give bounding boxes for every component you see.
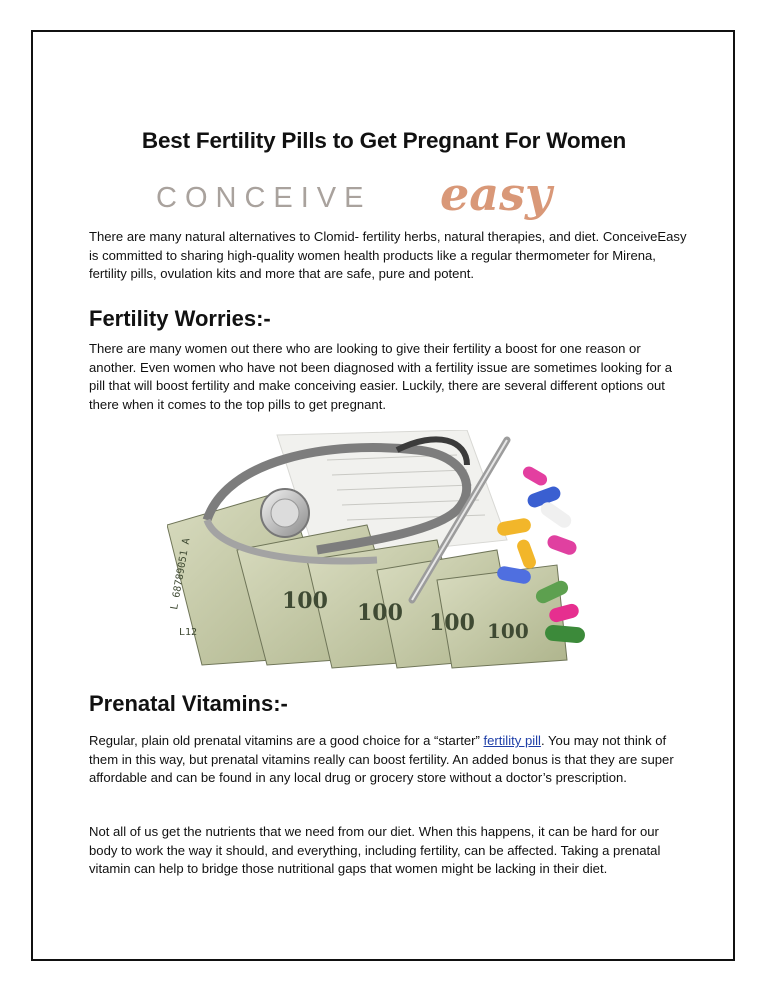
stethoscope-money-pills-photo: [167, 430, 600, 670]
heading-prenatal-vitamins: Prenatal Vitamins:-: [89, 691, 288, 716]
fertility-worries-paragraph: There are many women out there who are looking to give their fertility a boost for one reason or another. Even women who have not been diagnosed with a fertility issue are sometimes looking for a pill that will boost fertility and make conceiving easier. Luckily, there are several different options out there when it comes to the top pills to get pregnant.: [89, 341, 673, 412]
banknote-value-4: 100: [487, 619, 529, 643]
banknote-code: L12: [179, 627, 198, 638]
heading-fertility-worries: Fertility Worries:-: [89, 306, 271, 331]
intro-paragraph: There are many natural alternatives to Clomid- fertility herbs, natural therapies, and diet. ConceiveEasy is committed to sharing high-quality women health products like a regular thermometer for Mirena, fertility pills, ovulation kits and more that are safe, pure and potent.: [89, 229, 687, 281]
conceive-easy-logo: [148, 168, 598, 230]
logo-word-conceive: CONCEIVE: [156, 182, 372, 214]
prenatal-text-start: Regular, plain old prenatal vitamins are a good choice for a “starter”: [89, 733, 484, 748]
logo-word-easy: easy: [440, 168, 552, 221]
banknote-value-2: 100: [357, 600, 403, 626]
prenatal-vitamins-paragraph-2: Not all of us get the nutrients that we need from our diet. When this happens, it can be hard for our body to work the way it should, and everything, including fertility, can be affected. Taking a prenatal vitamin can help to bridge those nutritional gaps that women might be lacking in their diet.: [89, 824, 661, 876]
document-title: Best Fertility Pills to Get Pregnant For Women: [141, 128, 627, 153]
banknote-value-3: 100: [429, 610, 475, 636]
fertility-pill-link[interactable]: fertility pill: [483, 733, 541, 748]
banknote-serial: L 68789051 A: [169, 537, 193, 611]
banknote-value-1: 100: [282, 588, 328, 614]
prenatal-vitamins-paragraph-1: [89, 732, 689, 788]
prenatal-text-end: . You may not think of them in this way, but prenatal vitamins really can boost fertility. An added bonus is that they are super affordable and can be found in any local drug or grocery store without a doctor’s prescription.: [89, 733, 674, 785]
